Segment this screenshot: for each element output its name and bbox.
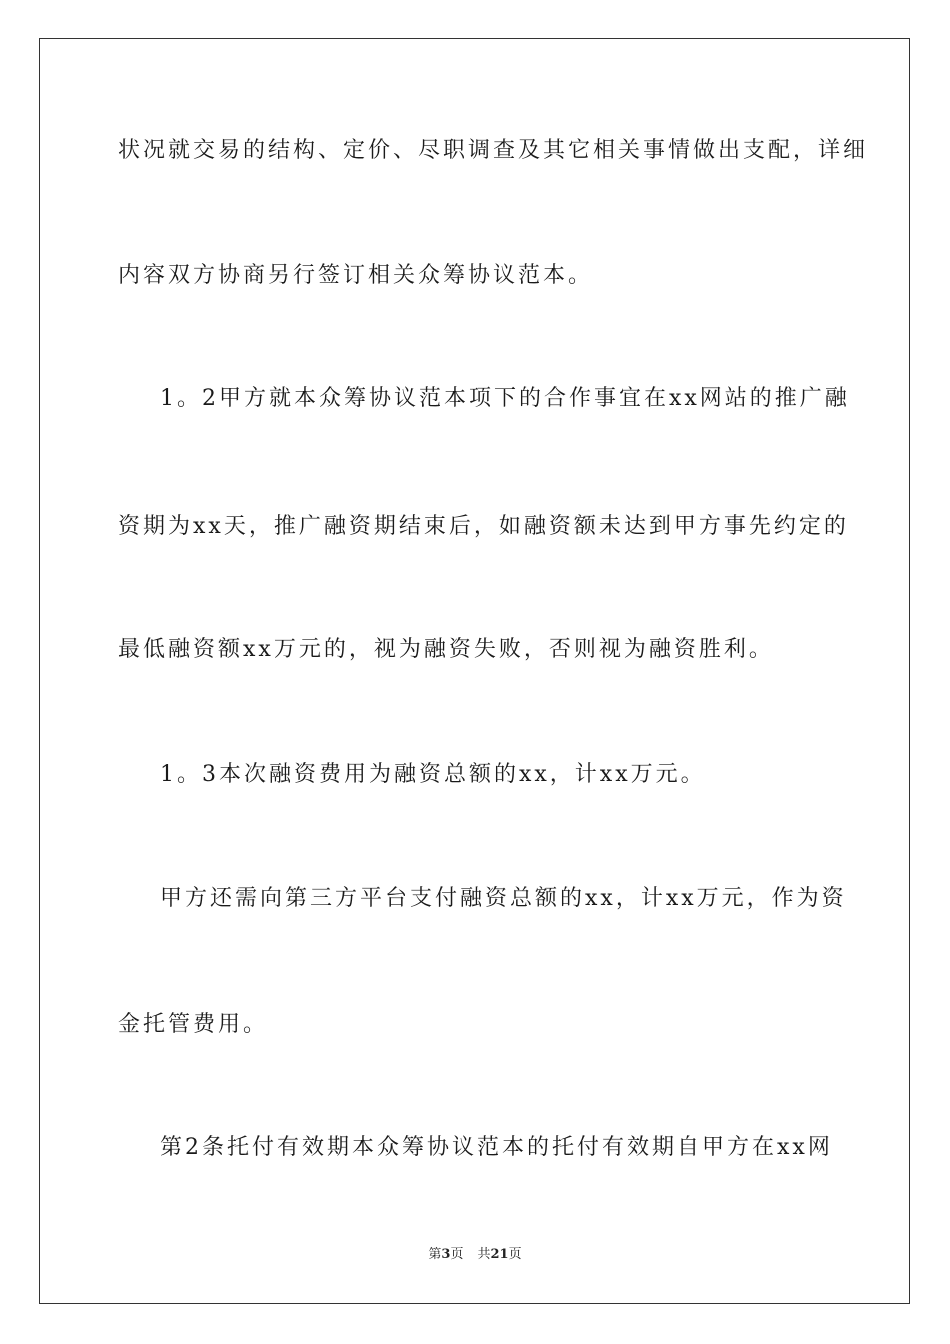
body-text-line: 状况就交易的结构、定价、尽职调查及其它相关事情做出支配，详细 bbox=[118, 138, 869, 163]
paragraph-text-line: 1。3本次融资费用为融资总额的xx，计xx万元。 bbox=[160, 762, 706, 787]
body-text-line: 最低融资额xx万元的，视为融资失败，否则视为融资胜利。 bbox=[118, 637, 774, 662]
paragraph-text-line: 甲方还需向第三方平台支付融资总额的xx，计xx万元，作为资 bbox=[160, 886, 847, 911]
total-pages: 21 bbox=[490, 1247, 509, 1262]
total-suffix: 页 bbox=[508, 1247, 522, 1262]
page-number: 3 bbox=[441, 1247, 451, 1262]
body-text-line: 资期为xx天，推广融资期结束后，如融资额未达到甲方事先约定的 bbox=[118, 514, 849, 539]
paragraph-text-line: 第2条托付有效期本众筹协议范本的托付有效期自甲方在xx网 bbox=[160, 1135, 833, 1160]
page-border bbox=[39, 38, 910, 1304]
page-prefix: 第 bbox=[428, 1247, 442, 1262]
page-suffix: 页 bbox=[450, 1247, 464, 1262]
body-text-line: 内容双方协商另行签订相关众筹协议范本。 bbox=[118, 263, 594, 288]
paragraph-text-line: 1。2甲方就本众筹协议范本项下的合作事宜在xx网站的推广融 bbox=[160, 386, 850, 411]
page-footer bbox=[0, 1246, 950, 1264]
body-text-line: 金托管费用。 bbox=[118, 1012, 269, 1037]
total-prefix: 共 bbox=[477, 1247, 491, 1262]
